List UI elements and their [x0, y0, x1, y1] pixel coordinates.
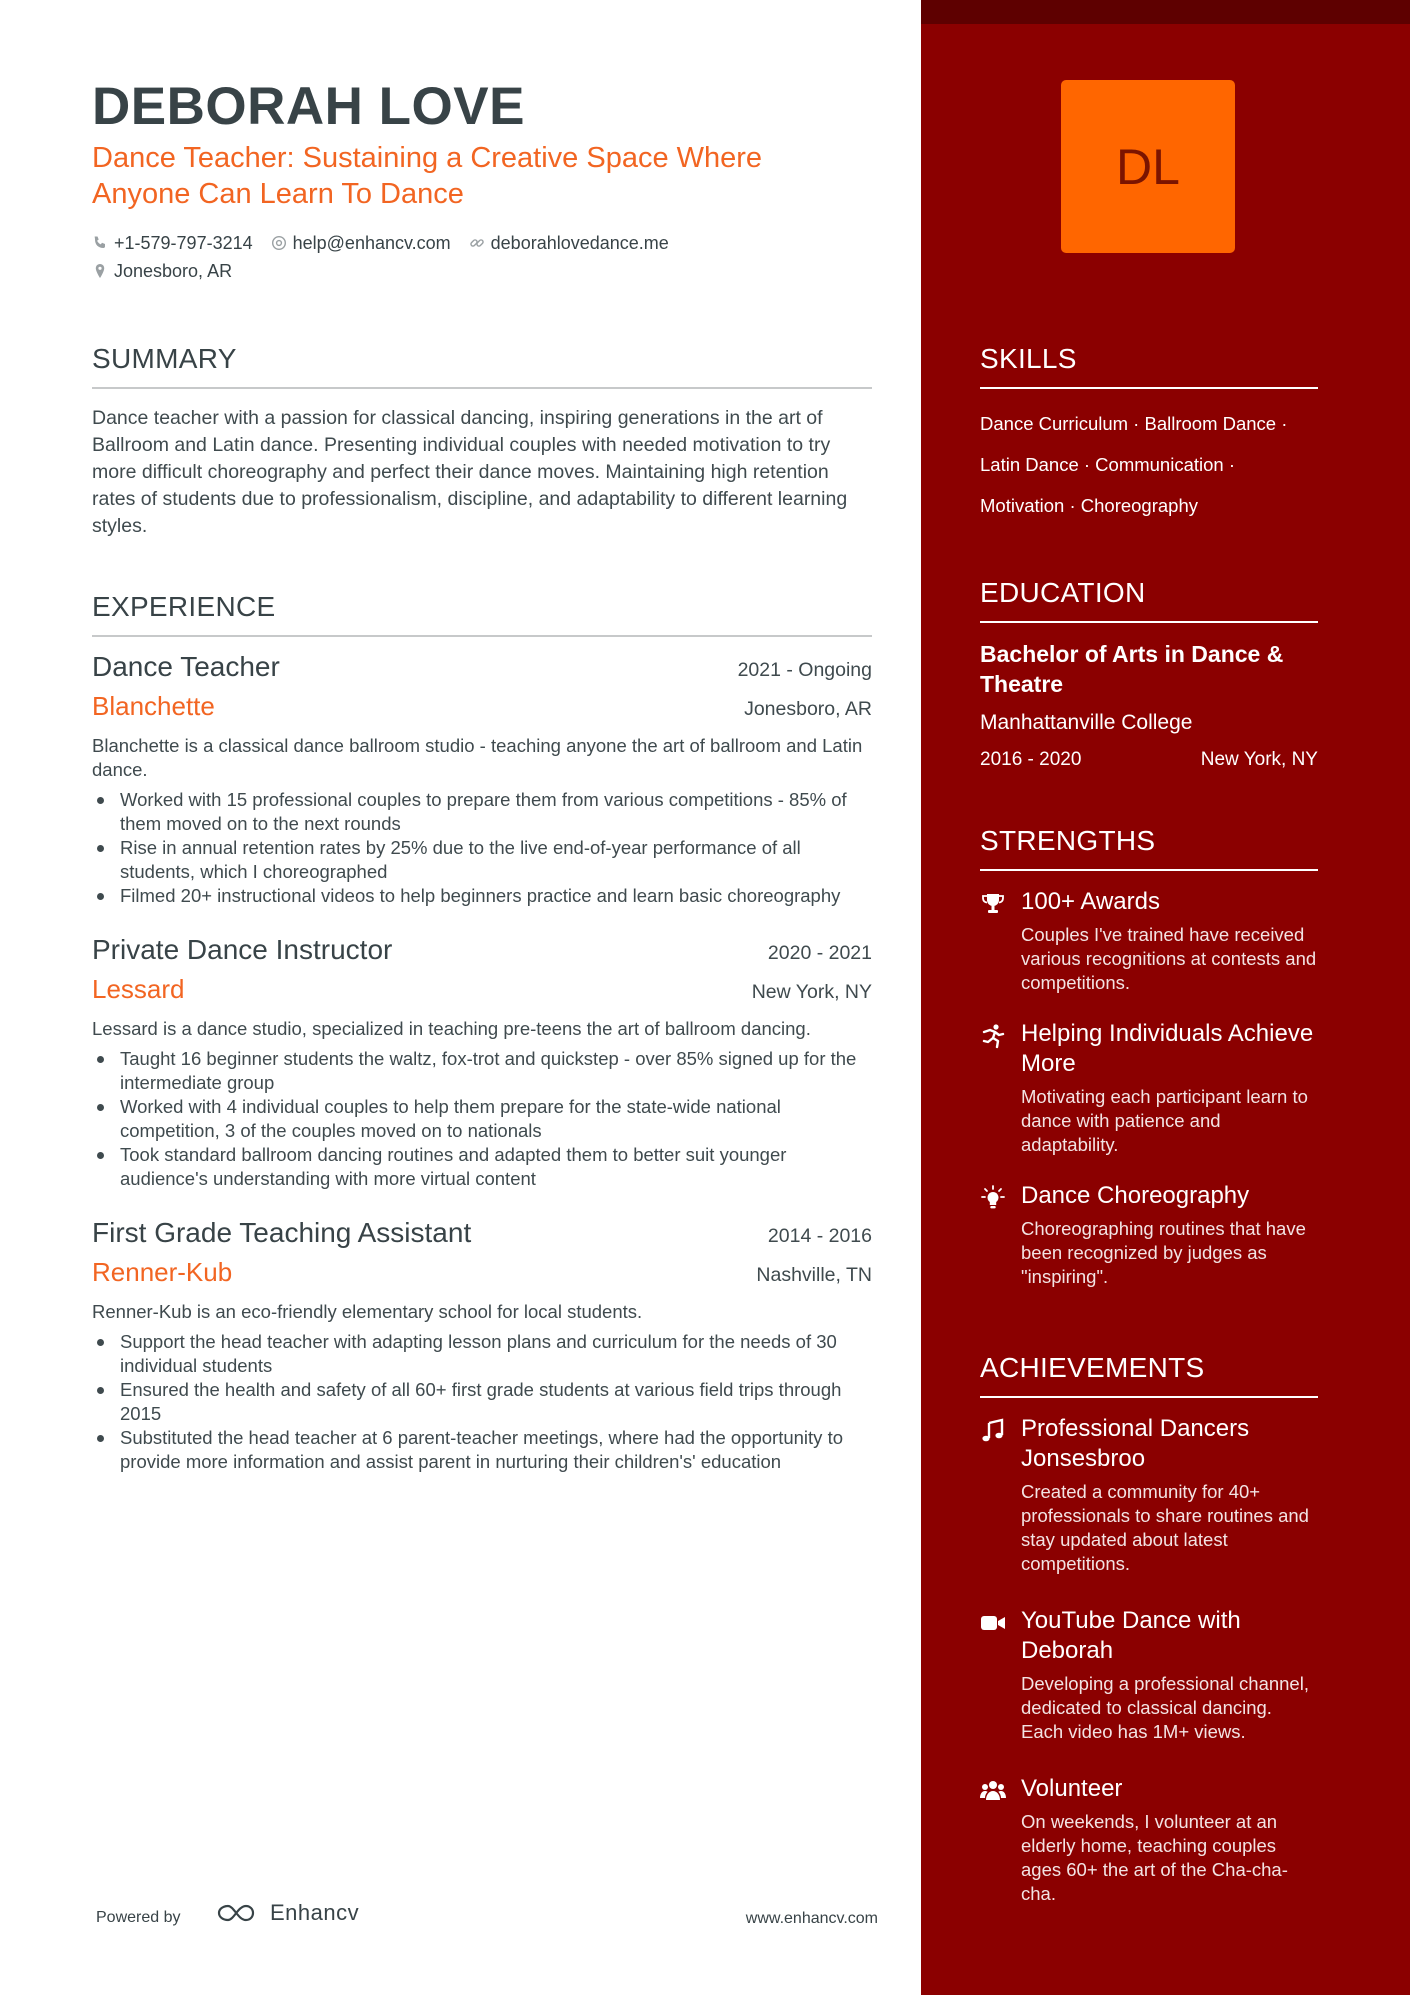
candidate-name: DEBORAH LOVE — [92, 77, 525, 136]
job-bullet: Support the head teacher with adapting lesson plans and curriculum for the needs of 30 individual students — [92, 1330, 872, 1378]
job-description: Renner-Kub is an eco-friendly elementary school for local students. — [92, 1301, 643, 1322]
location-text: Jonesboro, AR — [114, 260, 233, 281]
job-title: Dance Teacher — [92, 651, 280, 682]
education-title: EDUCATION — [980, 577, 1146, 608]
section-divider — [92, 635, 872, 637]
job-title: Private Dance Instructor — [92, 934, 393, 965]
skills-section — [980, 343, 1318, 526]
skills-list — [980, 403, 1318, 526]
skills-line: Dance Curriculum · Ballroom Dance · — [980, 413, 1288, 434]
summary-text: Dance teacher with a passion for classical dancing, inspiring generations in the art of Ballroom and Latin dance. Presenting individual couples with needed motivation to try more difficult choreography and perfect their dance moves. Maintaining high retention rates of students due to professionalism, discipline, and adaptability to different learning styles. — [92, 407, 848, 537]
job-company: Blanchette — [92, 691, 215, 721]
job-date: 2014 - 2016 — [767, 1225, 872, 1247]
strength-item — [980, 887, 1318, 995]
job-bullet: Rise in annual retention rates by 25% due to the live end-of-year performance of all students, which I choreographed — [92, 836, 872, 884]
job-location: New York, NY — [751, 981, 872, 1003]
contact-info — [92, 229, 872, 285]
achievement-description: Developing a professional channel, dedicated to classical dancing. Each video has 1M+ views. — [1021, 1673, 1309, 1742]
sidebar — [921, 0, 1410, 1995]
strengths-section — [980, 825, 1318, 1289]
skills-line: Motivation · Choreography — [980, 495, 1198, 516]
contact-email — [271, 233, 451, 254]
powered-by-text: Powered by — [96, 1909, 181, 1926]
job-bullet: Worked with 4 individual couples to help them prepare for the state-wide national competition, 3 of the couples moved on to nationals — [92, 1095, 872, 1143]
job-description: Blanchette is a classical dance ballroom studio - teaching anyone the art of ballroom and Latin dance. — [92, 735, 863, 780]
enhancv-logo[interactable] — [214, 1900, 359, 1926]
job-location: Jonesboro, AR — [744, 698, 872, 720]
achievement-item — [980, 1606, 1318, 1744]
headline: Dance Teacher: Sustaining a Creative Space Where Anyone Can Learn To Dance — [92, 142, 763, 210]
job-entry — [92, 651, 872, 908]
achievement-title: Volunteer — [1021, 1775, 1123, 1802]
section-divider — [980, 621, 1318, 623]
job-company: Renner-Kub — [92, 1257, 233, 1287]
job-bullet: Ensured the health and safety of all 60+ first grade students at various field trips through 2015 — [92, 1378, 872, 1426]
achievement-title: YouTube Dance with Deborah — [1021, 1607, 1241, 1664]
job-date: 2021 - Ongoing — [737, 659, 872, 681]
achievement-item — [980, 1414, 1318, 1576]
job-bullet: Took standard ballroom dancing routines and adapted them to better suit younger audience's understanding with more virtual content — [92, 1143, 872, 1191]
phone-number[interactable]: +1-579-797-3214 — [114, 232, 253, 253]
achievements-section — [980, 1352, 1318, 1906]
job-title: First Grade Teaching Assistant — [92, 1217, 472, 1248]
section-divider — [980, 1396, 1318, 1398]
job-date: 2020 - 2021 — [767, 942, 872, 964]
music-note-icon — [980, 1418, 1006, 1444]
sidebar-top-band — [921, 0, 1410, 24]
at-sign-icon — [271, 235, 287, 251]
summary-title: SUMMARY — [92, 343, 237, 374]
education-location: New York, NY — [1200, 749, 1318, 770]
location-pin-icon — [92, 263, 108, 279]
strength-title: Dance Choreography — [1021, 1182, 1250, 1209]
education-section — [980, 577, 1318, 771]
running-person-icon — [980, 1023, 1006, 1049]
strength-description: Couples I've trained have received various recognitions at contests and competitions. — [1021, 924, 1317, 993]
experience-title: EXPERIENCE — [92, 591, 276, 622]
strength-title: Helping Individuals Achieve More — [1021, 1020, 1314, 1077]
job-company: Lessard — [92, 974, 185, 1004]
job-bullet: Worked with 15 professional couples to prepare them from various competitions - 85% of them moved on to the next rounds — [92, 788, 872, 836]
contact-website — [469, 233, 669, 254]
achievement-description: Created a community for 40+ professionals to share routines and stay updated about latest competitions. — [1021, 1481, 1309, 1574]
avatar: DL — [1061, 80, 1235, 253]
website-link[interactable]: deborahlovedance.me — [490, 232, 669, 253]
contact-location — [92, 261, 232, 282]
brand-name: Enhancv — [270, 1900, 360, 1925]
achievement-title: Professional Dancers Jonsesbroo — [1021, 1415, 1250, 1472]
section-divider — [92, 387, 872, 389]
job-bullets — [92, 788, 872, 908]
job-location: Nashville, TN — [756, 1264, 872, 1286]
job-entry — [92, 934, 872, 1191]
phone-icon — [92, 235, 108, 251]
strength-item — [980, 1181, 1318, 1289]
people-icon — [980, 1778, 1006, 1804]
lightbulb-icon — [980, 1185, 1006, 1211]
section-divider — [980, 869, 1318, 871]
link-icon — [469, 235, 485, 251]
footer-website[interactable]: www.enhancv.com — [745, 1910, 878, 1927]
contact-phone — [92, 233, 253, 254]
video-camera-icon — [980, 1610, 1006, 1636]
skills-title: SKILLS — [980, 343, 1077, 374]
skills-line: Latin Dance · Communication · — [980, 454, 1235, 475]
education-dates: 2016 - 2020 — [980, 749, 1082, 770]
section-divider — [980, 387, 1318, 389]
footer — [96, 1900, 878, 1940]
strength-description: Motivating each participant learn to dance with patience and adaptability. — [1021, 1086, 1308, 1155]
enhancv-logo-icon — [214, 1901, 262, 1925]
strength-item — [980, 1019, 1318, 1157]
experience-section — [92, 591, 872, 1474]
job-bullet: Filmed 20+ instructional videos to help beginners practice and learn basic choreography — [92, 884, 872, 908]
achievement-item — [980, 1774, 1318, 1906]
achievement-description: On weekends, I volunteer at an elderly home, teaching couples ages 60+ the art of the Cha-cha-cha. — [1021, 1811, 1288, 1904]
email-link[interactable]: help@enhancv.com — [292, 232, 451, 253]
job-bullets — [92, 1330, 872, 1474]
trophy-icon — [980, 891, 1006, 917]
achievements-title: ACHIEVEMENTS — [980, 1352, 1205, 1383]
strength-description: Choreographing routines that have been recognized by judges as "inspiring". — [1021, 1218, 1306, 1287]
job-entry — [92, 1217, 872, 1474]
job-bullet: Substituted the head teacher at 6 parent-teacher meetings, where had the opportunity to provide more information and assist parent in nurturing their children's' education — [92, 1426, 872, 1474]
job-description: Lessard is a dance studio, specialized in teaching pre-teens the art of ballroom dancing. — [92, 1018, 811, 1039]
job-bullet: Taught 16 beginner students the waltz, fox-trot and quickstep - over 85% signed up for the intermediate group — [92, 1047, 872, 1095]
strength-title: 100+ Awards — [1021, 888, 1160, 915]
job-bullets — [92, 1047, 872, 1191]
summary-section — [92, 343, 872, 540]
education-degree: Bachelor of Arts in Dance & Theatre — [980, 641, 1284, 697]
education-school: Manhattanville College — [980, 711, 1193, 734]
strengths-title: STRENGTHS — [980, 825, 1156, 856]
